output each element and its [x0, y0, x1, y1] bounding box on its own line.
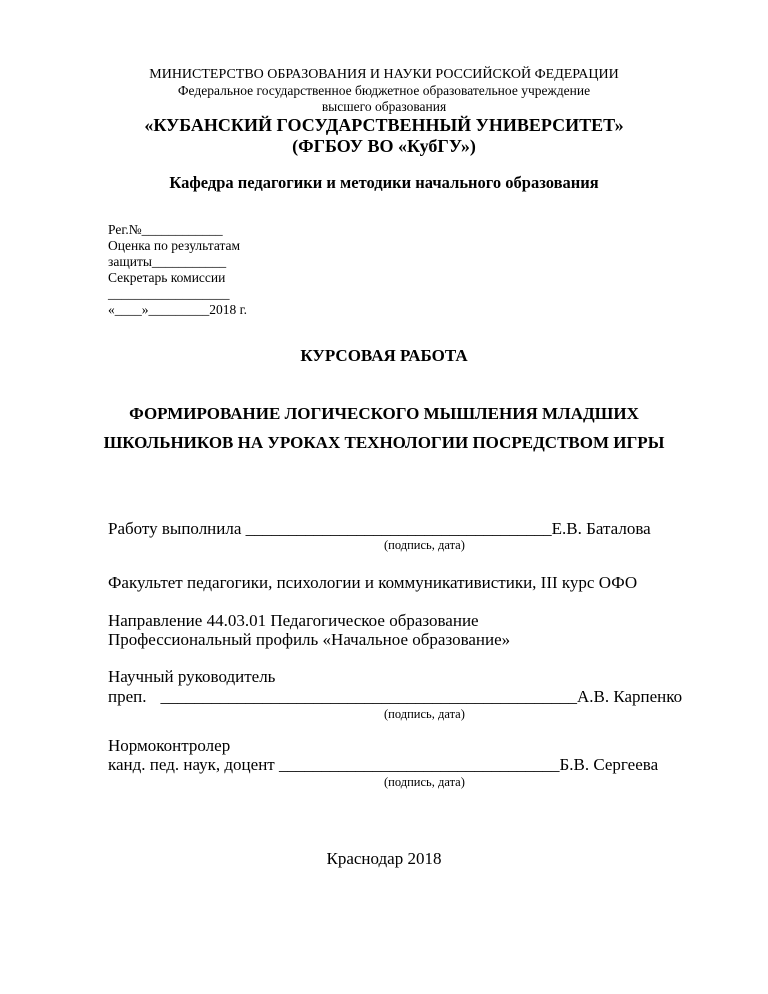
city-year: Краснодар 2018 — [326, 849, 442, 868]
secretary-label: Секретарь комиссии — [108, 270, 226, 285]
author-signature-line: ____________________________________ — [245, 519, 552, 538]
supervisor-signature-line: _________________________________________________ — [160, 687, 577, 706]
author-name: Е.В. Баталова — [551, 519, 651, 538]
supervisor-name: А.В. Карпенко — [577, 687, 683, 706]
work-title-line1: ФОРМИРОВАНИЕ ЛОГИЧЕСКОГО МЫШЛЕНИЯ МЛАДШИХ — [129, 404, 639, 423]
supervisor-signature-hint: (подпись, дата) — [384, 707, 465, 721]
department-name: Кафедра педагогики и методики начального образования — [169, 173, 599, 192]
supervisor-title: преп. — [108, 687, 147, 706]
faculty-info: Факультет педагогики, психологии и коммуникативистики, III курс ОФО — [108, 573, 638, 592]
secretary-signature-line: __________________ — [108, 286, 230, 301]
ministry-title: МИНИСТЕРСТВО ОБРАЗОВАНИЯ И НАУКИ РОССИЙСКОЙ ФЕДЕРАЦИИ — [149, 67, 619, 82]
author-signature-hint: (подпись, дата) — [384, 538, 465, 552]
defense-label: защиты___________ — [108, 254, 227, 269]
direction-info: Направление 44.03.01 Педагогическое образование — [108, 611, 479, 630]
normcontroller-label: Нормоконтролер — [108, 736, 231, 755]
registration-date: «____»_________2018 г. — [108, 302, 248, 317]
institution-type: Федеральное государственное бюджетное образовательное учреждение — [177, 83, 591, 98]
normcontroller-signature-hint: (подпись, дата) — [384, 775, 465, 789]
normcontroller-title: канд. пед. наук, доцент — [108, 755, 275, 774]
university-abbr: (ФГБОУ ВО «КубГУ») — [292, 136, 476, 156]
normcontroller-row — [108, 755, 658, 775]
supervisor-row — [108, 687, 682, 707]
supervisor-label: Научный руководитель — [108, 667, 276, 686]
university-name: «КУБАНСКИЙ ГОСУДАРСТВЕННЫЙ УНИВЕРСИТЕТ» — [144, 115, 624, 135]
reg-number: Рег.№____________ — [108, 222, 223, 237]
grade-label: Оценка по результатам — [108, 238, 241, 253]
normcontroller-signature-line: _________________________________ — [278, 755, 560, 774]
education-level: высшего образования — [321, 99, 447, 114]
author-label: Работу выполнила — [108, 519, 242, 538]
work-title-line2: ШКОЛЬНИКОВ НА УРОКАХ ТЕХНОЛОГИИ ПОСРЕДСТВОМ ИГРЫ — [103, 433, 665, 452]
author-row — [108, 519, 651, 539]
normcontroller-name: Б.В. Сергеева — [559, 755, 659, 774]
profile-info: Профессиональный профиль «Начальное образование» — [108, 630, 511, 649]
work-type: КУРСОВАЯ РАБОТА — [300, 346, 468, 365]
